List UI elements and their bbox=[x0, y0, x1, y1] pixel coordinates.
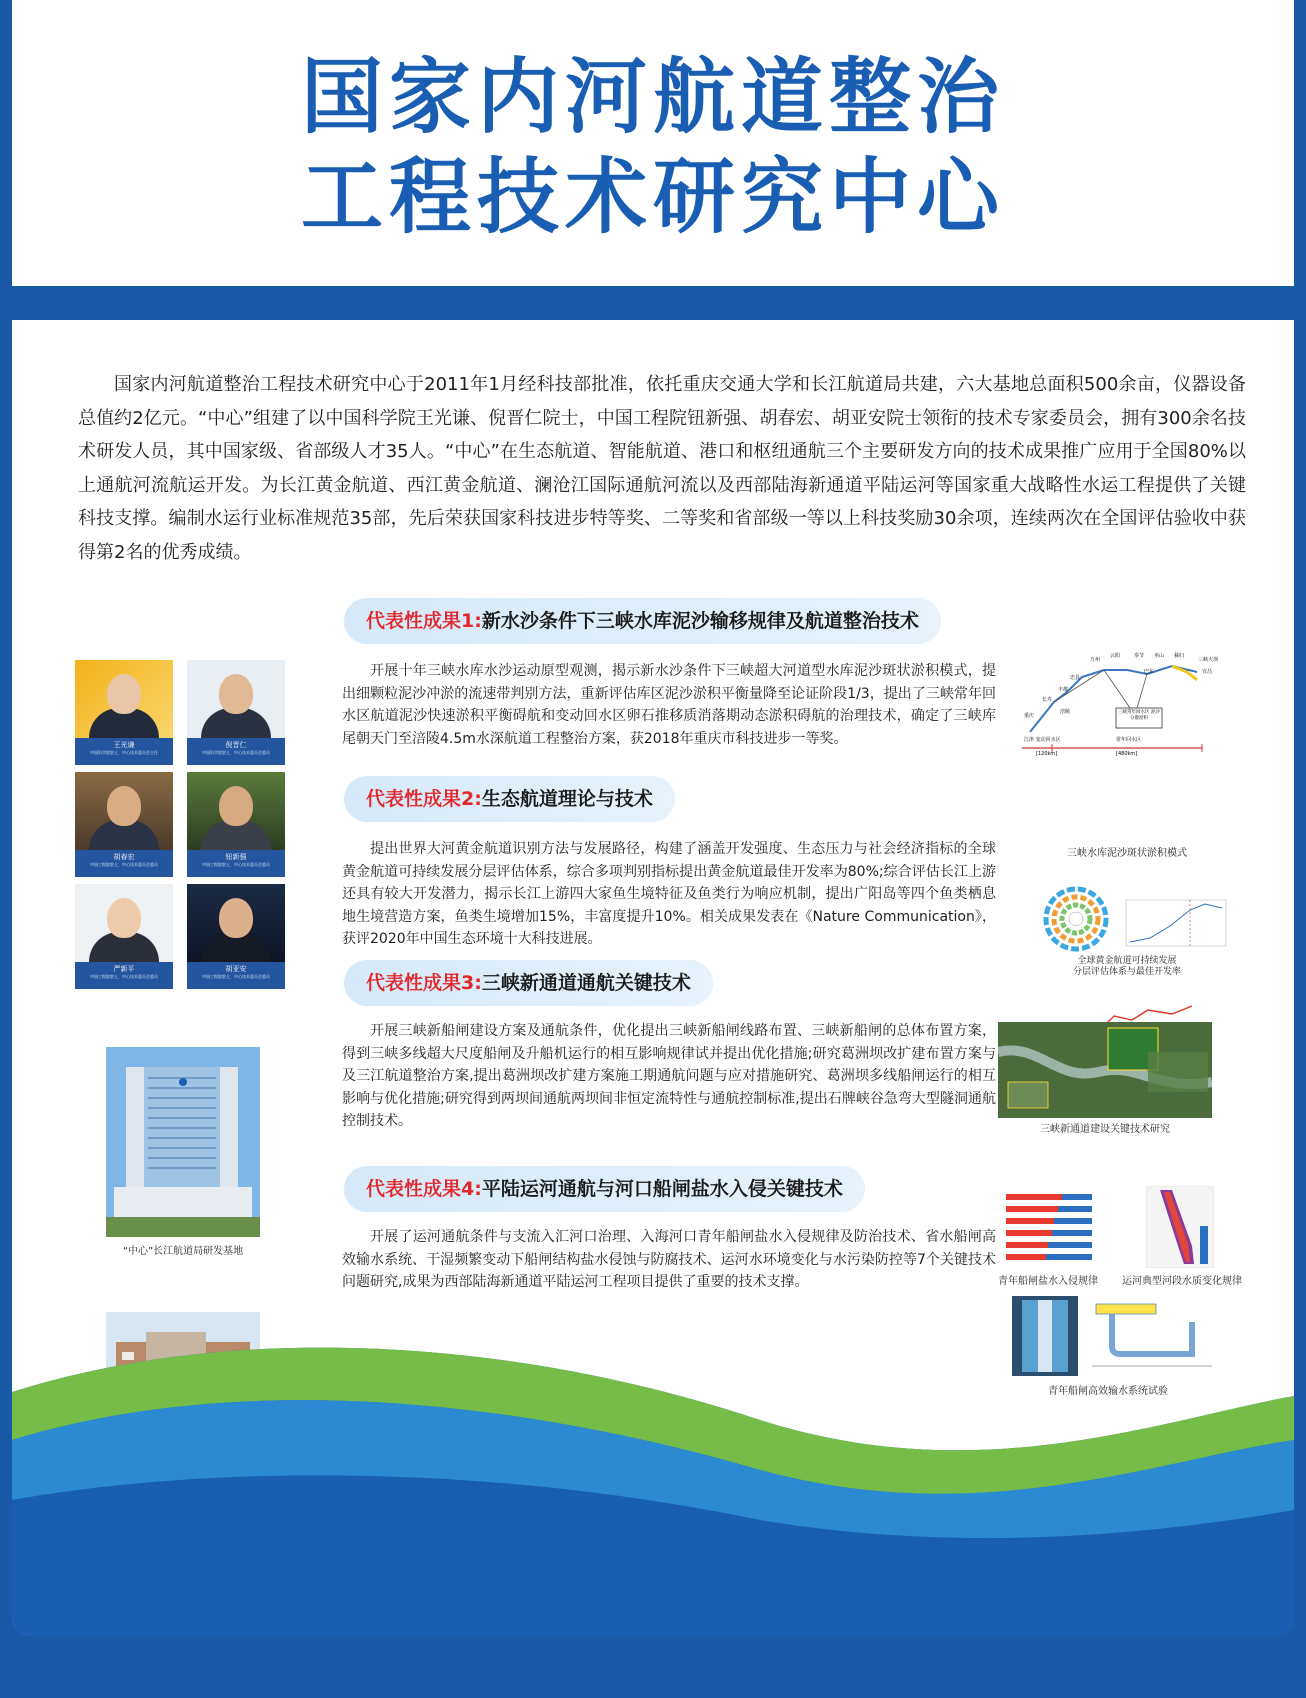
expert-portrait bbox=[187, 772, 285, 850]
fig1-label: 三峡大坝 bbox=[1198, 657, 1219, 663]
figure-5-caption: 青年船闸盐水入侵规律 bbox=[998, 1276, 1098, 1287]
section-1-title: 新水沙条件下三峡水库泥沙输移规律及航道整治技术 bbox=[481, 610, 919, 632]
decorative-wave bbox=[0, 1300, 1306, 1698]
title-line-1: 国家内河航道整治 bbox=[300, 50, 1005, 145]
fig1-label: 忠县 bbox=[1070, 675, 1081, 681]
expert-name: 倪晋仁 bbox=[225, 741, 247, 749]
expert-desc: 中国工程院院士，中心技术委员会委员 bbox=[90, 862, 158, 867]
expert-name: 王光谦 bbox=[113, 741, 135, 749]
intro-paragraph: 国家内河航道整治工程技术研究中心于2011年1月经科技部批准，依托重庆交通大学和长江航道局共建，六大基地总面积500余亩，仪器设备总值约2亿元。“中心”组建了以中国科学院王光谦、倪晋仁院士，中国工程院钮新强、胡春宏、胡亚安院士领衔的技术专家委员会，拥有300余名技术研发人员，其中国家级、省部级人才35人。“中心”在生态航道、智能航道、港口和枢纽通航三个主要研发方向的技术成果推广应用于全国80%以上通航河流航运开发。为长江黄金航道、西江黄金航道、澜沧江国际通航河流以及西部陆海新通道平陆运河等国家重大战略性水运工程提供了关键科技支撑。编制水运行业标准规范35部，先后荣获国家科技进步特等奖、二等奖和省部级一等以上科技奖励30余项，连续两次在全国评估验收中获得第2名的优秀成绩。 bbox=[78, 374, 1246, 563]
section-3-title: 三峡新通道通航关键技术 bbox=[481, 972, 691, 994]
fig1-label: 万州 bbox=[1090, 657, 1101, 663]
expert-photo-1 bbox=[75, 660, 173, 765]
expert-photo-3 bbox=[75, 772, 173, 877]
figure-5-plot bbox=[1002, 1190, 1096, 1270]
section-4-text: 开展了运河通航条件与支流入汇河口治理、入海河口青年船闸盐水入侵规律及防治技术、省水船闸高效输水系统、干湿频繁变动下船闸结构盐水侵蚀与防腐技术、运河水环境变化与水污染防控等7个关键技术问题研究,成果为西部陆海新通道平陆运河工程项目提供了重要的技术支撑。 bbox=[342, 1229, 996, 1291]
fig1-seg2-length: [480km] bbox=[1116, 751, 1138, 757]
fig1-seg1-length: [120km] bbox=[1036, 751, 1058, 757]
section-4-tag: 代表性成果4: bbox=[366, 1178, 482, 1200]
fig1-label: 丰都 bbox=[1058, 687, 1069, 693]
section-2-tag: 代表性成果2: bbox=[366, 788, 482, 810]
expert-name: 胡春宏 bbox=[113, 853, 135, 861]
fig1-label: 云阳 bbox=[1110, 653, 1121, 659]
fig1-label: 秭归 bbox=[1174, 653, 1185, 659]
expert-desc: 中国工程院院士，中心技术委员会委员 bbox=[202, 862, 270, 867]
section-4-title: 平陆运河通航与河口船闸盐水入侵关键技术 bbox=[481, 1178, 843, 1200]
section-1-tag: 代表性成果1: bbox=[366, 610, 482, 632]
fig1-label: 巫山 bbox=[1154, 653, 1165, 659]
fig1-label: 奉节 bbox=[1134, 653, 1145, 659]
fig1-label: 宜昌 bbox=[1202, 669, 1213, 675]
section-2-heading bbox=[344, 776, 675, 822]
figure-1-caption: 三峡水库泥沙斑状淤积模式 bbox=[1067, 848, 1187, 859]
fig1-seg2-label: 常年回水区 bbox=[1116, 737, 1142, 743]
fig1-label: 涪陵 bbox=[1060, 709, 1071, 715]
figure-1-schematic bbox=[1012, 652, 1242, 762]
building-illustration bbox=[106, 1047, 260, 1237]
expert-desc: 中国工程院院士，中心技术委员会委员 bbox=[90, 974, 158, 979]
fig1-label: 巴东 bbox=[1144, 669, 1155, 675]
section-1-text: 开展十年三峡水库水沙运动原型观测，揭示新水沙条件下三峡超大河道型水库泥沙斑状淤积模式，提出细颗粒泥沙冲淤的流速带判别方法，重新评估库区泥沙淤积平衡量降至论证阶段1/3，提出了三峡常年回水区航道泥沙快速淤积平衡碍航和变动回水区卵石推移质消落期动态淤积碍航的治理技术，确定了三峡库尾朝天门至涪陵4.5m水深航道工程整治方案，获2018年重庆市科技进步一等奖。 bbox=[342, 663, 996, 747]
section-4-heading bbox=[344, 1166, 865, 1212]
expert-desc: 中国科学院院士，中心技术委员会主任 bbox=[90, 750, 158, 755]
expert-desc: 中国科学院院士，中心技术委员会委员 bbox=[202, 750, 270, 755]
satellite-image bbox=[998, 1022, 1212, 1118]
expert-portrait bbox=[187, 660, 285, 738]
salt-intrusion-plot bbox=[1002, 1190, 1096, 1270]
base1-building-photo bbox=[106, 1047, 260, 1237]
fig1-label: 长寿 bbox=[1042, 697, 1053, 703]
section-2-text: 提出世界大河黄金航道识别方法与发展路径，构建了涵盖开发强度、生态压力与社会经济指标的全球黄金航道可持续发展分层评估体系，综合多项判别指标提出黄金航道最佳开发率为80%;综合评估长江上游还具有较大开发潜力，揭示长江上游四大家鱼生境特征及鱼类行为响应机制，提出广阳岛等四个鱼类栖息地生境营造方案，鱼类生境增加15%，丰富度提升10%。相关成果发表在《Nature Communication》，获评2020年中国生态环境十大科技进展。 bbox=[342, 841, 996, 948]
expert-portrait bbox=[187, 884, 285, 962]
expert-name: 严新平 bbox=[113, 965, 135, 973]
section-3-tag: 代表性成果3: bbox=[366, 972, 482, 994]
expert-portrait bbox=[75, 660, 173, 738]
section-2-title: 生态航道理论与技术 bbox=[481, 788, 653, 810]
figure-4-caption: 三峡新通道建设关键技术研究 bbox=[1040, 1124, 1170, 1135]
section-3-heading bbox=[344, 960, 713, 1006]
figure-2-graphic bbox=[1040, 886, 1240, 952]
water-quality-plot bbox=[1146, 1186, 1214, 1268]
figure-6-caption: 运河典型河段水质变化规律 bbox=[1122, 1276, 1242, 1287]
expert-name: 钮新强 bbox=[225, 853, 247, 861]
header-panel bbox=[12, 0, 1294, 286]
fig1-box-label: 三峡常年回水区 泥沙分散淤积 bbox=[1118, 710, 1160, 721]
page-title bbox=[12, 48, 1294, 248]
assessment-ring-chart bbox=[1040, 886, 1240, 952]
expert-portrait bbox=[75, 772, 173, 850]
base1-caption: “中心”长江航道局研发基地 bbox=[122, 1246, 244, 1257]
section-1-heading bbox=[344, 598, 941, 644]
figure-4-satellite bbox=[998, 1022, 1212, 1118]
expert-photo-6 bbox=[187, 884, 285, 989]
title-line-2: 工程技术研究中心 bbox=[300, 150, 1005, 245]
expert-photo-5 bbox=[75, 884, 173, 989]
figure-7-caption: 青年船闸高效输水系统试验 bbox=[1048, 1386, 1168, 1397]
expert-desc: 中国工程院院士，中心技术委员会委员 bbox=[202, 974, 270, 979]
fig1-seg1-label: 江津 变动回水区 bbox=[1024, 737, 1061, 743]
expert-name: 胡亚安 bbox=[225, 965, 247, 973]
expert-portrait bbox=[75, 884, 173, 962]
figure-6-plot bbox=[1146, 1186, 1214, 1268]
expert-photo-2 bbox=[187, 660, 285, 765]
fig1-label: 重庆 bbox=[1024, 713, 1035, 719]
section-3-text: 开展三峡新船闸建设方案及通航条件，优化提出三峡新船闸线路布置、三峡新船闸的总体布置方案，得到三峡多线超大尺度船闸及升船机运行的相互影响规律试并提出优化措施;研究葛洲坝改扩建布置方案与及三江航道整治方案,提出葛洲坝改扩建方案施工期通航问题与应对措施研究、葛洲坝多线船闸运行的相互影响与优化措施;研究得到两坝间通航两坝间非恒定流特性与通航控制标准,提出石牌峡谷急弯大型隧洞通航控制技术。 bbox=[342, 1023, 996, 1130]
expert-photo-4 bbox=[187, 772, 285, 877]
figure-2-caption: 全球黄金航道可持续发展 分层评估体系与最佳开发率 bbox=[1072, 956, 1181, 977]
